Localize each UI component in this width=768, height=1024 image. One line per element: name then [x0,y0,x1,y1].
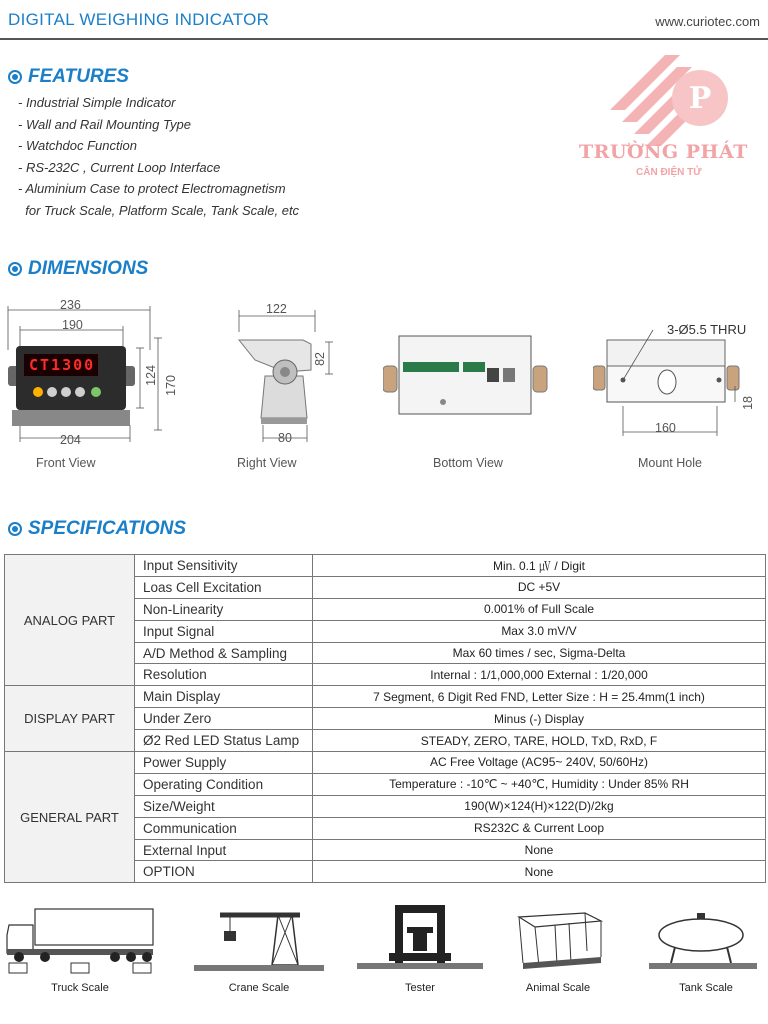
truck-scale-icon [5,903,155,978]
spec-value: Internal : 1/1,000,000 External : 1/20,000 [313,664,766,686]
feature-item: - Watchdoc Function [18,138,137,154]
app-label-truck: Truck Scale [51,982,109,994]
part-label: DISPLAY PART [5,686,135,752]
spec-param: External Input [135,839,313,861]
spec-value: Temperature : -10℃ ~ +40℃, Humidity : Under 85% RH [313,773,766,795]
spec-value: 7 Segment, 6 Digit Red FND, Letter Size : H = 25.4mm(1 inch) [313,686,766,708]
mount-width-dim: 160 [655,421,676,435]
front-view-label: Front View [36,456,96,470]
website-url[interactable]: www.curiotec.com [655,14,760,29]
table-row [5,555,766,577]
features-heading [8,66,129,88]
bullet-icon [8,262,22,276]
feature-item: for Truck Scale, Platform Scale, Tank Scale, etc [18,202,300,218]
bullet-icon [8,522,22,536]
spec-param: Input Sensitivity [135,555,313,577]
mount-hole-spec: 3-Ø5.5 THRU [667,322,747,337]
front-width-inner: 190 [62,318,83,332]
app-label-crane: Crane Scale [228,982,290,994]
feature-item: - RS-232C , Current Loop Interface [18,159,221,175]
front-height-inner: 124 [144,365,158,386]
features-title: FEATURES [28,66,129,87]
spec-param: Non-Linearity [135,598,313,620]
spec-value: STEADY, ZERO, TARE, HOLD, TxD, RxD, F [313,730,766,752]
app-label-animal: Animal Scale [525,982,591,994]
spec-value: None [313,839,766,861]
spec-param: Loas Cell Excitation [135,576,313,598]
page-header [0,0,768,40]
spec-value: 0.001% of Full Scale [313,598,766,620]
svg-text:P: P [688,81,712,116]
spec-param: Resolution [135,664,313,686]
spec-value: 190(W)×124(H)×122(D)/2kg [313,795,766,817]
bottom-view-drawing [383,330,548,420]
spec-value: RS232C & Current Loop [313,817,766,839]
part-label: GENERAL PART [5,752,135,883]
specifications-heading [8,518,186,540]
crane-scale-icon [190,909,330,974]
mount-hole-drawing [593,320,768,450]
front-width-outer: 236 [60,298,81,312]
truong-phat-logo [570,40,750,185]
tester-icon [355,903,485,975]
app-label-tank: Tank Scale [679,982,733,994]
page-title: DIGITAL WEIGHING INDICATOR [8,10,270,29]
specifications-table [4,554,766,883]
spec-param: OPTION [135,861,313,883]
dimensions-title: DIMENSIONS [28,258,149,279]
front-height-outer: 170 [164,375,178,396]
dimension-drawings [0,290,768,480]
spec-value: None [313,861,766,883]
feature-item: - Aluminium Case to protect Electromagnetism [18,181,286,197]
right-top-dim: 122 [266,302,287,316]
spec-value: DC +5V [313,576,766,598]
specifications-title: SPECIFICATIONS [28,518,186,539]
right-side-dim: 82 [313,352,327,366]
dimensions-heading [8,258,148,280]
spec-value: AC Free Voltage (AC95~ 240V, 50/60Hz) [313,752,766,774]
animal-scale-icon [505,907,610,975]
features-list [18,92,299,222]
spec-param: Power Supply [135,752,313,774]
spec-param: Ø2 Red LED Status Lamp [135,730,313,752]
spec-param: A/D Method & Sampling [135,642,313,664]
spec-param: Main Display [135,686,313,708]
feature-item: - Wall and Rail Mounting Type [18,116,191,132]
front-width-bottom: 204 [60,433,81,447]
app-label-tester: Tester [405,982,435,994]
watermark-brand: TRƯỜNG PHÁT [579,141,748,163]
bullet-icon [8,70,22,84]
right-view-label: Right View [237,456,297,470]
spec-param: Input Signal [135,620,313,642]
bottom-view-label: Bottom View [433,456,503,470]
application-icons [0,895,768,1000]
watermark-sub: CÂN ĐIỆN TỬ [636,167,702,178]
mount-hole-label: Mount Hole [638,456,702,470]
right-bottom-dim: 80 [278,431,292,445]
spec-value: Minus (-) Display [313,708,766,730]
front-display-text: CT1300 [29,356,96,374]
tank-scale-icon [645,909,760,974]
feature-item: - Industrial Simple Indicator [18,95,176,110]
spec-value: Min. 0.1 ㎶ / Digit [313,555,766,577]
spec-param: Under Zero [135,708,313,730]
spec-param: Size/Weight [135,795,313,817]
spec-param: Communication [135,817,313,839]
spec-value: Max 3.0 mV/V [313,620,766,642]
table-row [5,752,766,774]
spec-value: Max 60 times / sec, Sigma-Delta [313,642,766,664]
mount-height-dim: 18 [741,396,755,410]
table-row [5,686,766,708]
part-label: ANALOG PART [5,555,135,686]
spec-param: Operating Condition [135,773,313,795]
